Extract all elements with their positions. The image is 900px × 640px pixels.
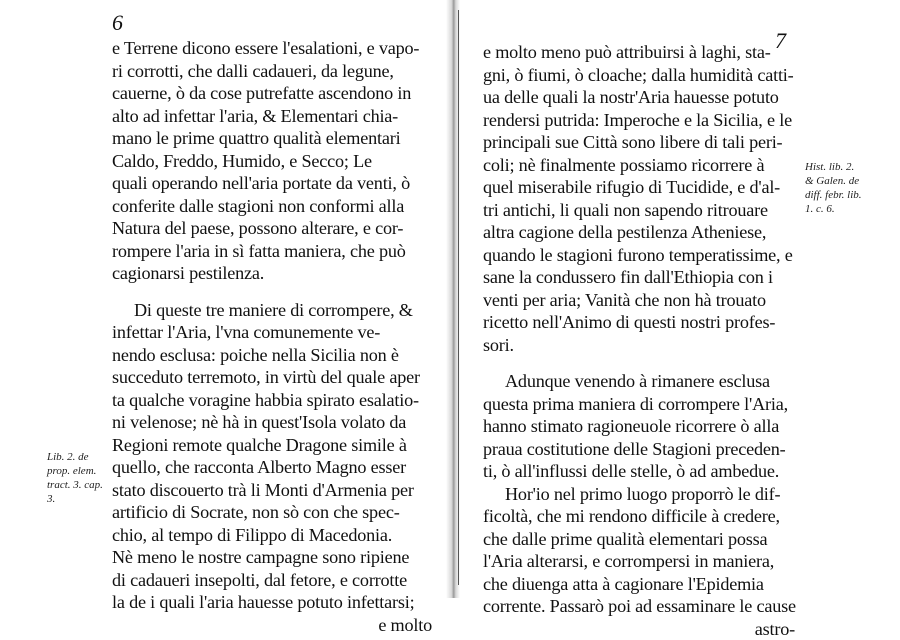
text-line: corrente. Passarò poi ad essaminare le cause — [483, 595, 795, 618]
text-line: stato discouerto trà li Monti d'Armenia per — [112, 479, 432, 502]
text-line: chio, al tempo di Filippo di Macedonia. — [112, 524, 432, 547]
text-line: e molto meno può attribuirsi à laghi, sta- — [483, 41, 795, 64]
page-number-left: 6 — [112, 12, 123, 34]
text-line: gni, ò fiumi, ò cloache; dalla humidità catti- — [483, 64, 795, 87]
text-line: quali operando nell'aria portate da venti, ò — [112, 172, 432, 195]
text-line: succeduto terremoto, in virtù del quale aper — [112, 366, 432, 389]
text-line: ri corrotti, che dalli cadaueri, da legune, — [112, 60, 432, 83]
marginal-note-left — [47, 450, 103, 506]
text-line: cauerne, ò da cose putrefatte ascendono in — [112, 82, 432, 105]
text-line: venti per aria; Vanità che non hà trouato — [483, 289, 795, 312]
text-line: cagionarsi pestilenza. — [112, 262, 432, 285]
text-line: che dalle prime qualità elementari possa — [483, 528, 795, 551]
text-line: Regioni remote qualche Dragone simile à — [112, 434, 432, 457]
text-line: ua delle quali la nostr'Aria hauesse potuto — [483, 86, 795, 109]
marginal-note-line: 1. c. 6. — [805, 202, 862, 216]
text-line: Di queste tre maniere di corrompere, & — [112, 299, 432, 322]
text-line: quel miserabile rifugio di Tucidide, e d'al- — [483, 176, 795, 199]
right-page-text — [483, 41, 795, 640]
text-line: ta qualche voragine habbia spirato esalatio- — [112, 389, 432, 412]
right-page — [455, 0, 900, 598]
text-line: ricetto nell'Animo di questi nostri profes- — [483, 311, 795, 334]
text-line: l'Aria alterarsi, e corrompersi in maniera, — [483, 550, 795, 573]
text-line: tri antichi, li quali non sapendo ritrouare — [483, 199, 795, 222]
text-line: che diuenga atta à cagionare l'Epidemia — [483, 573, 795, 596]
text-line: Nè meno le nostre campagne sono ripiene — [112, 546, 432, 569]
marginal-note-line: prop. elem. — [47, 464, 103, 478]
text-line: nendo esclusa: poiche nella Sicilia non è — [112, 344, 432, 367]
text-line: Caldo, Freddo, Humido, e Secco; Le — [112, 150, 432, 173]
text-line: ficoltà, che mi rendono difficile à credere, — [483, 505, 795, 528]
text-line: hanno stimato ragioneuole ricorrere ò alla — [483, 415, 795, 438]
text-line: infettar l'Aria, l'vna comunemente ve- — [112, 321, 432, 344]
text-line: Adunque venendo à rimanere esclusa — [483, 370, 795, 393]
page-number-right: 7 — [775, 30, 786, 52]
text-line: coli; nè finalmente possiamo ricorrere à — [483, 154, 795, 177]
marginal-note-line: & Galen. de — [805, 174, 862, 188]
text-line: questa prima maniera di corrompere l'Aria, — [483, 393, 795, 416]
text-line: rendersi putrida: Imperoche e la Sicilia, e le — [483, 109, 795, 132]
marginal-note-line: Hist. lib. 2. — [805, 160, 862, 174]
text-line: di cadaueri insepolti, dal fetore, e corrotte — [112, 569, 432, 592]
text-line: sori. — [483, 334, 795, 357]
text-line: principali sue Città sono libere di tali peri- — [483, 131, 795, 154]
text-line: rompere l'aria in sì fatta maniera, che può — [112, 240, 432, 263]
text-line: ni velenose; nè hà in quest'Isola volato da — [112, 411, 432, 434]
text-line: altra cagione della pestilenza Atheniese, — [483, 221, 795, 244]
text-line: praua costitutione delle Stagioni preceden- — [483, 438, 795, 461]
text-line: mano le prime quattro qualità elementari — [112, 127, 432, 150]
text-line: sane la condussero fin dall'Ethiopia con i — [483, 266, 795, 289]
text-line: ti, ò all'influssi delle stelle, ò ad ambedue. — [483, 460, 795, 483]
left-page-text — [112, 37, 432, 636]
text-line: la de i quali l'aria hauesse potuto infettarsi; — [112, 591, 432, 614]
left-page — [0, 0, 450, 598]
text-line: e Terrene dicono essere l'esalationi, e vapo- — [112, 37, 432, 60]
text-line: quello, che racconta Alberto Magno esser — [112, 456, 432, 479]
text-line: quando le stagioni furono temperatissime, e — [483, 244, 795, 267]
text-line: alto ad infettar l'aria, & Elementari chia- — [112, 105, 432, 128]
catchword: e molto — [112, 614, 432, 637]
catchword: astro- — [483, 618, 795, 640]
text-line: conferite dalle stagioni non conformi alla — [112, 195, 432, 218]
marginal-note-line: Lib. 2. de — [47, 450, 103, 464]
marginal-note-line: 3. — [47, 492, 103, 506]
text-line: artificio di Socrate, non sò con che spec- — [112, 501, 432, 524]
marginal-note-right — [805, 160, 862, 216]
marginal-note-line: diff. febr. lib. — [805, 188, 862, 202]
text-line: Natura del paese, possono alterare, e cor- — [112, 217, 432, 240]
text-line: Hor'io nel primo luogo proporrò le dif- — [483, 483, 795, 506]
marginal-note-line: tract. 3. cap. — [47, 478, 103, 492]
